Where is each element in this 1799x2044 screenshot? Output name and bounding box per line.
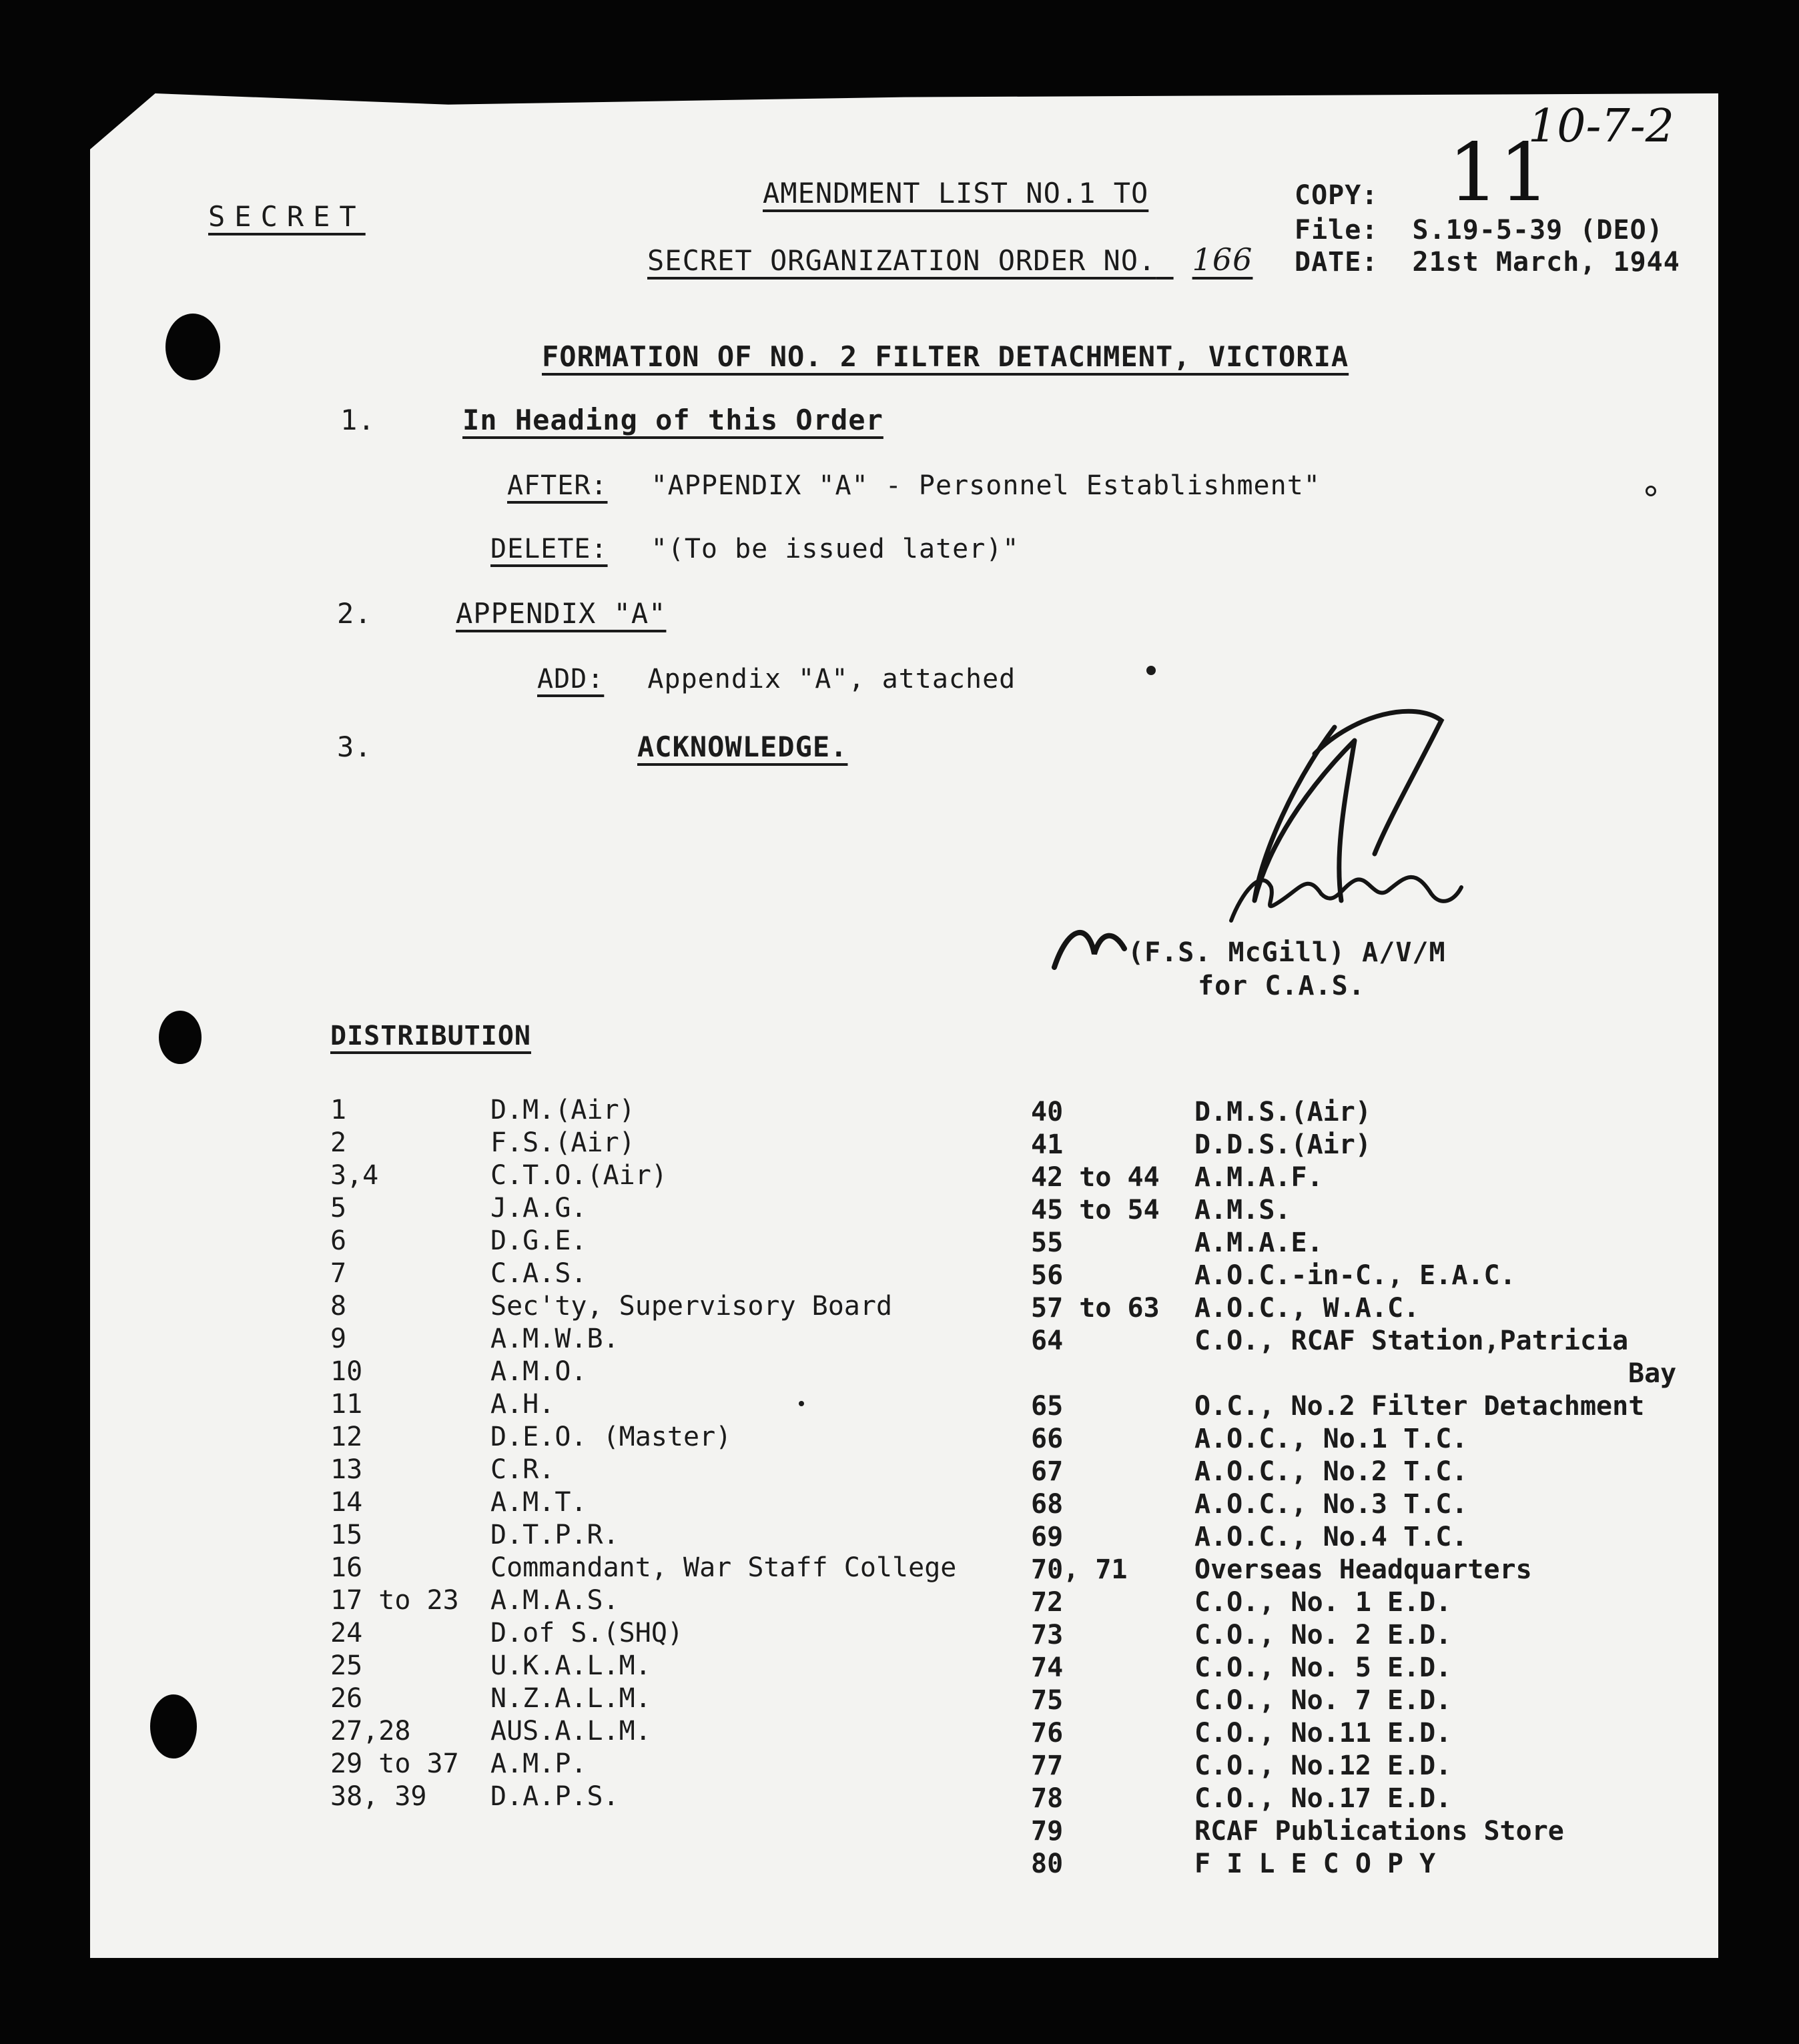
distribution-recipient: J.A.G. [490, 1193, 587, 1223]
distribution-copy-number: 5 [330, 1193, 347, 1223]
distribution-row [1031, 1652, 1676, 1684]
distribution-row [330, 1290, 956, 1323]
distribution-copy-number: 77 [1031, 1750, 1064, 1781]
distribution-copy-number: 64 [1031, 1326, 1064, 1356]
distribution-recipient: A.M.S. [1194, 1195, 1291, 1225]
add-row [537, 664, 1016, 694]
distribution-copy-number: 74 [1031, 1652, 1064, 1683]
distribution-recipient: A.M.A.E. [1194, 1227, 1323, 1258]
distribution-recipient: D.of S.(SHQ) [490, 1618, 683, 1648]
distribution-copy-number: 11 [330, 1389, 363, 1420]
title-line-1: AMENDMENT LIST NO.1 TO [763, 177, 1149, 209]
distribution-copy-number: 38, 39 [330, 1781, 427, 1812]
delete-row [490, 534, 1019, 564]
distribution-row [1031, 1325, 1676, 1358]
distribution-recipient: A.M.P. [490, 1748, 587, 1779]
distribution-row [330, 1356, 956, 1388]
order-number: 166 [1192, 241, 1253, 278]
distribution-copy-number: 6 [330, 1225, 347, 1256]
distribution-copy-number: 25 [330, 1650, 363, 1681]
distribution-copy-number: 55 [1031, 1227, 1064, 1258]
distribution-row [330, 1225, 956, 1257]
distribution-copy-number: 72 [1031, 1587, 1064, 1618]
distribution-recipient: Sec'ty, Supervisory Board [490, 1291, 893, 1322]
distribution-copy-number: 14 [330, 1487, 363, 1518]
distribution-recipient: C.O., No.11 E.D. [1194, 1718, 1452, 1748]
distribution-recipient: A.O.C., No.3 T.C. [1194, 1489, 1468, 1520]
add-text: Appendix "A", attached [647, 664, 1016, 694]
distribution-row [1031, 1586, 1676, 1619]
add-label: ADD: [537, 664, 605, 694]
distribution-row [1031, 1129, 1676, 1161]
distribution-recipient: D.D.S.(Air) [1194, 1129, 1371, 1160]
distribution-row [1031, 1259, 1676, 1292]
distribution-row [1031, 1717, 1676, 1750]
distribution-recipient: C.O., No. 1 E.D. [1194, 1587, 1452, 1618]
distribution-copy-number: 17 to 23 [330, 1585, 459, 1616]
distribution-copy-number: 27,28 [330, 1716, 411, 1746]
date-label: DATE: [1295, 247, 1379, 278]
distribution-recipient: Commandant, War Staff College [490, 1552, 957, 1583]
distribution-copy-number: 12 [330, 1422, 363, 1452]
distribution-copy-number: 68 [1031, 1489, 1064, 1520]
distribution-copy-number: 9 [330, 1324, 347, 1354]
distribution-copy-number: 16 [330, 1552, 363, 1583]
distribution-row [330, 1617, 956, 1650]
distribution-row [330, 1486, 956, 1519]
distribution-recipient: C.O., No. 5 E.D. [1194, 1652, 1452, 1683]
punch-hole [159, 1011, 202, 1064]
distribution-recipient: D.G.E. [490, 1225, 587, 1256]
distribution-recipient: A.O.C., No.2 T.C. [1194, 1456, 1468, 1487]
distribution-copy-number: 42 to 44 [1031, 1162, 1160, 1193]
distribution-row [1031, 1554, 1676, 1586]
distribution-row [1031, 1390, 1676, 1423]
distribution-recipient: C.O., No.12 E.D. [1194, 1750, 1452, 1781]
distribution-row [330, 1715, 956, 1748]
after-row [507, 470, 1321, 501]
distribution-spacer [1031, 1358, 1194, 1390]
distribution-row [330, 1323, 956, 1356]
distribution-recipient: U.K.A.L.M. [490, 1650, 651, 1681]
distribution-row [330, 1748, 956, 1780]
item-2-number: 2. [337, 597, 372, 630]
item-3-heading: ACKNOWLEDGE. [637, 730, 848, 763]
distribution-recipient: A.M.O. [490, 1356, 587, 1387]
distribution-recipient: C.O., No. 2 E.D. [1194, 1620, 1452, 1650]
file-row [1295, 215, 1664, 245]
distribution-copy-number: 75 [1031, 1685, 1064, 1716]
distribution-row [330, 1682, 956, 1715]
signatory-name: (F.S. McGill) A/V/M [1128, 937, 1446, 968]
file-value: S.19-5-39 (DEO) [1412, 215, 1664, 245]
distribution-copy-number: 24 [330, 1618, 363, 1648]
distribution-recipient: RCAF Publications Store [1194, 1816, 1564, 1847]
distribution-recipient: A.O.C.-in-C., E.A.C. [1194, 1260, 1516, 1291]
distribution-copy-number: 69 [1031, 1522, 1064, 1552]
distribution-copy-number: 15 [330, 1520, 363, 1550]
distribution-row [1031, 1684, 1676, 1717]
distribution-row [330, 1192, 956, 1225]
ink-speck [1646, 486, 1656, 496]
ink-speck [1146, 666, 1156, 675]
after-label: AFTER: [507, 470, 608, 501]
distribution-copy-number: 7 [330, 1258, 347, 1289]
item-1-number: 1. [340, 404, 376, 436]
distribution-recipient: F I L E C O P Y [1194, 1849, 1436, 1879]
distribution-row-continuation [1031, 1358, 1676, 1390]
item-1-heading: In Heading of this Order [462, 404, 883, 436]
item-2-heading: APPENDIX "A" [456, 597, 667, 630]
distribution-list-right [1031, 1096, 1676, 1881]
distribution-recipient: F.S.(Air) [490, 1127, 635, 1158]
distribution-row [1031, 1194, 1676, 1227]
distribution-copy-number: 45 to 54 [1031, 1195, 1160, 1225]
distribution-row [330, 1454, 956, 1486]
distribution-recipient: D.E.O. (Master) [490, 1422, 732, 1452]
distribution-copy-number: 3,4 [330, 1160, 379, 1191]
distribution-recipient: A.M.W.B. [490, 1324, 619, 1354]
item-3-number: 3. [337, 730, 372, 763]
handwritten-reference: 10-7-2 [1528, 100, 1675, 153]
date-value: 21st March, 1944 [1412, 247, 1680, 278]
distribution-recipient: A.M.A.F. [1194, 1162, 1323, 1193]
distribution-row [330, 1127, 956, 1159]
distribution-row [330, 1094, 956, 1127]
distribution-copy-number: 13 [330, 1454, 363, 1485]
copy-label: COPY: [1295, 180, 1379, 211]
delete-label: DELETE: [490, 534, 608, 564]
distribution-copy-number: 10 [330, 1356, 363, 1387]
distribution-recipient: N.Z.A.L.M. [490, 1683, 651, 1714]
distribution-title: DISTRIBUTION [330, 1021, 531, 1051]
distribution-recipient: D.M.(Air) [490, 1095, 635, 1125]
punch-hole [150, 1694, 197, 1758]
distribution-row [1031, 1750, 1676, 1782]
distribution-copy-number: 79 [1031, 1816, 1064, 1847]
distribution-recipient: C.O., RCAF Station,Patricia [1194, 1326, 1629, 1356]
distribution-list-left [330, 1094, 956, 1813]
distribution-copy-number: 8 [330, 1291, 347, 1322]
after-text: "APPENDIX "A" - Personnel Establishment" [651, 470, 1321, 501]
distribution-recipient: A.H. [490, 1389, 555, 1420]
distribution-row [1031, 1782, 1676, 1815]
distribution-recipient: C.O., No.17 E.D. [1194, 1783, 1452, 1814]
distribution-row [1031, 1848, 1676, 1881]
distribution-row [330, 1159, 956, 1192]
title-line-2 [647, 241, 1252, 278]
distribution-copy-number: 73 [1031, 1620, 1064, 1650]
distribution-row [1031, 1292, 1676, 1325]
distribution-copy-number: 57 to 63 [1031, 1293, 1160, 1324]
distribution-row [1031, 1423, 1676, 1456]
distribution-recipient: D.T.P.R. [490, 1520, 619, 1550]
file-label: File: [1295, 215, 1379, 245]
distribution-row [1031, 1488, 1676, 1521]
distribution-row [330, 1388, 956, 1421]
distribution-recipient: A.O.C., W.A.C. [1194, 1293, 1420, 1324]
distribution-recipient: D.A.P.S. [490, 1781, 619, 1812]
distribution-recipient: Overseas Headquarters [1194, 1554, 1532, 1585]
distribution-recipient: O.C., No.2 Filter Detachment [1194, 1391, 1645, 1422]
distribution-recipient-continuation: Bay [1628, 1358, 1677, 1389]
distribution-row [330, 1552, 956, 1584]
distribution-row [330, 1650, 956, 1682]
distribution-row [1031, 1521, 1676, 1554]
ink-speck [799, 1401, 804, 1406]
distribution-row [1031, 1815, 1676, 1848]
distribution-recipient: C.T.O.(Air) [490, 1160, 667, 1191]
distribution-row [1031, 1096, 1676, 1129]
distribution-recipient: C.O., No. 7 E.D. [1194, 1685, 1452, 1716]
date-row [1295, 247, 1680, 278]
distribution-recipient: C.R. [490, 1454, 555, 1485]
distribution-copy-number: 40 [1031, 1097, 1064, 1127]
distribution-copy-number: 41 [1031, 1129, 1064, 1160]
distribution-copy-number: 67 [1031, 1456, 1064, 1487]
distribution-recipient: A.O.C., No.4 T.C. [1194, 1522, 1468, 1552]
distribution-row [1031, 1161, 1676, 1194]
title-line-2-text: SECRET ORGANIZATION ORDER NO. [647, 244, 1156, 277]
distribution-row [330, 1257, 956, 1290]
distribution-copy-number: 80 [1031, 1849, 1064, 1879]
distribution-copy-number: 70, 71 [1031, 1554, 1128, 1585]
distribution-recipient: AUS.A.L.M. [490, 1716, 651, 1746]
delete-text: "(To be issued later)" [651, 534, 1020, 564]
distribution-copy-number: 66 [1031, 1424, 1064, 1454]
distribution-recipient: C.A.S. [490, 1258, 587, 1289]
distribution-row [330, 1519, 956, 1552]
classification-label: SECRET [208, 200, 366, 233]
distribution-row [1031, 1227, 1676, 1259]
distribution-row [1031, 1456, 1676, 1488]
distribution-recipient: A.M.T. [490, 1487, 587, 1518]
distribution-recipient: A.O.C., No.1 T.C. [1194, 1424, 1468, 1454]
subject-heading: FORMATION OF NO. 2 FILTER DETACHMENT, VICTORIA [542, 340, 1349, 373]
distribution-copy-number: 1 [330, 1095, 347, 1125]
distribution-copy-number: 65 [1031, 1391, 1064, 1422]
distribution-copy-number: 76 [1031, 1718, 1064, 1748]
punch-hole [165, 314, 220, 380]
distribution-row [1031, 1619, 1676, 1652]
distribution-copy-number: 2 [330, 1127, 347, 1158]
distribution-row [330, 1780, 956, 1813]
distribution-copy-number: 78 [1031, 1783, 1064, 1814]
distribution-copy-number: 29 to 37 [330, 1748, 459, 1779]
distribution-row [330, 1584, 956, 1617]
distribution-recipient: D.M.S.(Air) [1194, 1097, 1371, 1127]
signatory-for: for C.A.S. [1198, 971, 1365, 1001]
distribution-copy-number: 56 [1031, 1260, 1064, 1291]
distribution-recipient: A.M.A.S. [490, 1585, 619, 1616]
distribution-copy-number: 26 [330, 1683, 363, 1714]
distribution-row [330, 1421, 956, 1454]
handwritten-copy-number: 11 [1448, 127, 1550, 219]
